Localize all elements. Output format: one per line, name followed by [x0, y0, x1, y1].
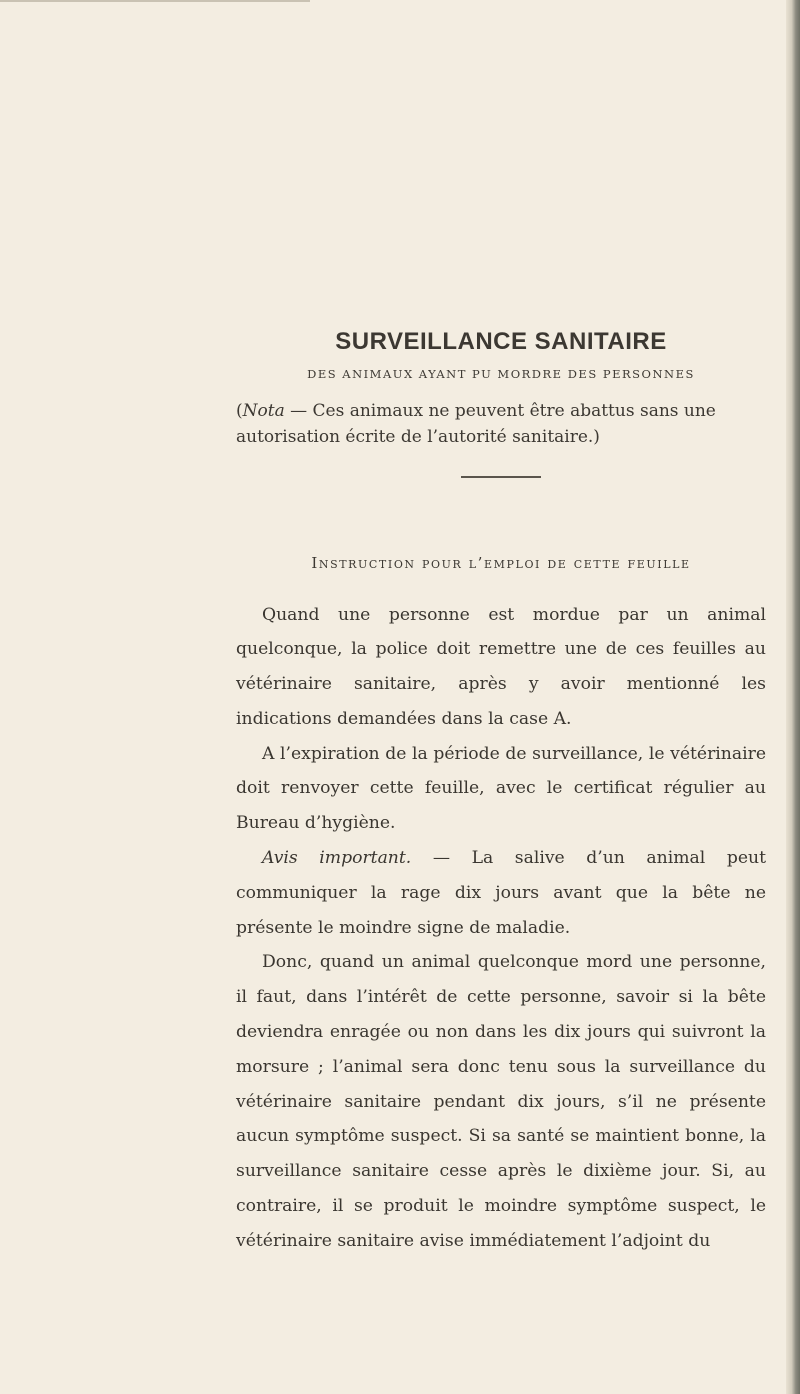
document-subtitle: DES ANIMAUX AYANT PU MORDRE DES PERSONNES	[307, 367, 695, 381]
top-edge-rule	[0, 0, 310, 2]
important-notice-text: — La salive d’un animal peut communiquer la rage dix jours avant que la bête ne présente le moindre signe de maladie.	[236, 848, 766, 938]
paragraph-3	[236, 841, 766, 945]
nota-label: Nota	[242, 401, 285, 421]
nota-text: — Ces animaux ne peuvent être abattus sans une autorisation écrite de l’autorité sanitaire.)	[236, 401, 716, 447]
paragraph-4: Donc, quand un animal quelconque mord une personne, il faut, dans l’intérêt de cette personne, savoir si la bête deviendra enragée ou non dans les dix jours qui suivront la morsure ; l’animal sera donc tenu sous la surveillance du vétérinaire sanitaire pendant dix jours, s’il ne présente aucun symptôme suspect. Si sa santé se maintient bonne, la surveillance sanitaire cesse après le dixième jour. Si, au contraire, il se produit le moindre symptôme suspect, le vétérinaire sanitaire avise immédiatement l’adjoint du	[236, 952, 766, 1251]
section-divider	[461, 476, 541, 478]
paragraph-1: Quand une personne est mordue par un animal quelconque, la police doit remettre une de ces feuilles au vétérinaire sanitaire, après y avoir mentionné les indications demandées dans la case A.	[236, 604, 766, 729]
document-page	[236, 330, 766, 1259]
nota-paragraph: (Nota — Ces animaux ne peuvent être abattus sans une autorisation écrite de l’autorité sanitaire.)	[236, 401, 716, 447]
paragraph-2: A l’expiration de la période de surveillance, le vétérinaire doit renvoyer cette feuille, avec le certificat régulier au Bureau d’hygiène.	[236, 743, 766, 834]
instruction-body	[236, 598, 766, 1259]
instruction-heading: Instruction pour l’emploi de cette feuille	[311, 553, 691, 572]
page-edge-shadow	[786, 0, 800, 1394]
document-title: SURVEILLANCE SANITAIRE	[335, 328, 667, 355]
important-notice-label: Avis important.	[262, 848, 412, 869]
